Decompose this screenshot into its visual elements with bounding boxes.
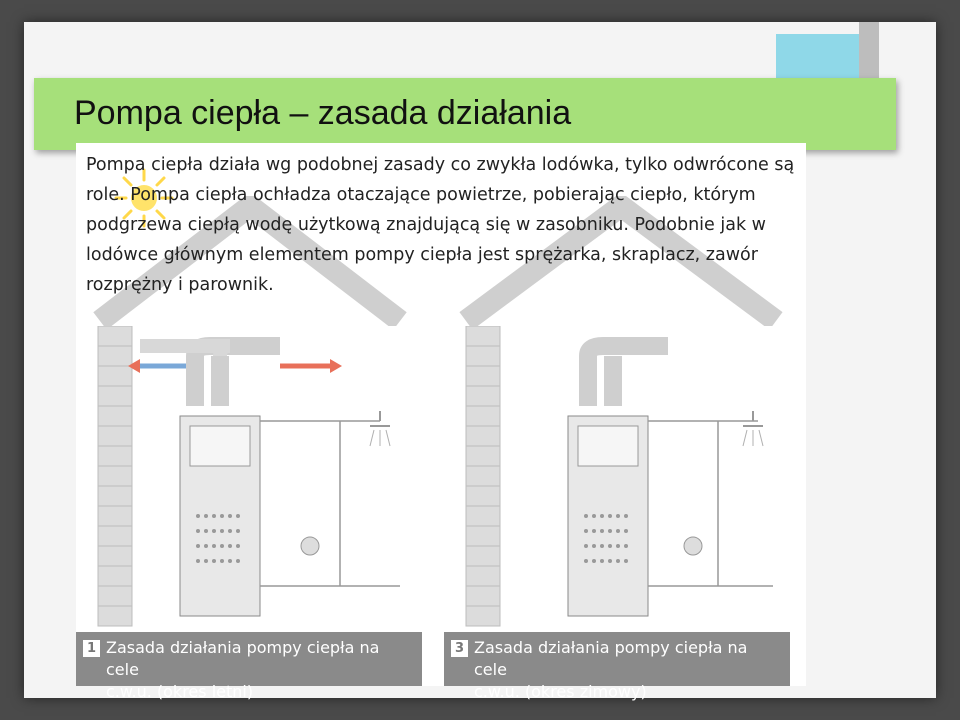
caption-line: c.w.u. (okres letni)	[106, 682, 254, 701]
figure-caption-winter	[444, 632, 790, 701]
slide-title: Pompa ciepła – zasada działania	[74, 94, 572, 132]
figure-number: 1	[83, 640, 100, 657]
heat-pump-diagram-winter	[448, 326, 788, 636]
title-band	[34, 78, 896, 150]
body-line: Pompa ciepła działa wg podobnej zasady co zwykła lodówka, tylko odwrócone są	[86, 155, 795, 175]
body-line: role. Pompa ciepła ochładza otaczające powietrze, pobierając ciepło, którym	[86, 185, 756, 205]
body-text	[86, 150, 806, 300]
body-line: podgrzewa ciepłą wodę użytkową znajdującą się w zasobniku. Podobnie jak w	[86, 215, 766, 235]
caption-text	[106, 637, 416, 703]
heat-pump-diagram-summer	[80, 326, 420, 636]
figure-caption-summer	[76, 632, 422, 701]
caption-line: Zasada działania pompy ciepła na cele	[474, 638, 748, 679]
figure-number: 3	[451, 640, 468, 657]
body-line: lodówce głównym elementem pompy ciepła jest sprężarka, skraplacz, zawór	[86, 245, 758, 265]
body-line: rozprężny i parownik.	[86, 275, 274, 295]
caption-text	[474, 637, 784, 703]
caption-line: Zasada działania pompy ciepła na cele	[106, 638, 380, 679]
caption-line: c.w.u. (okres zimowy)	[474, 682, 647, 701]
